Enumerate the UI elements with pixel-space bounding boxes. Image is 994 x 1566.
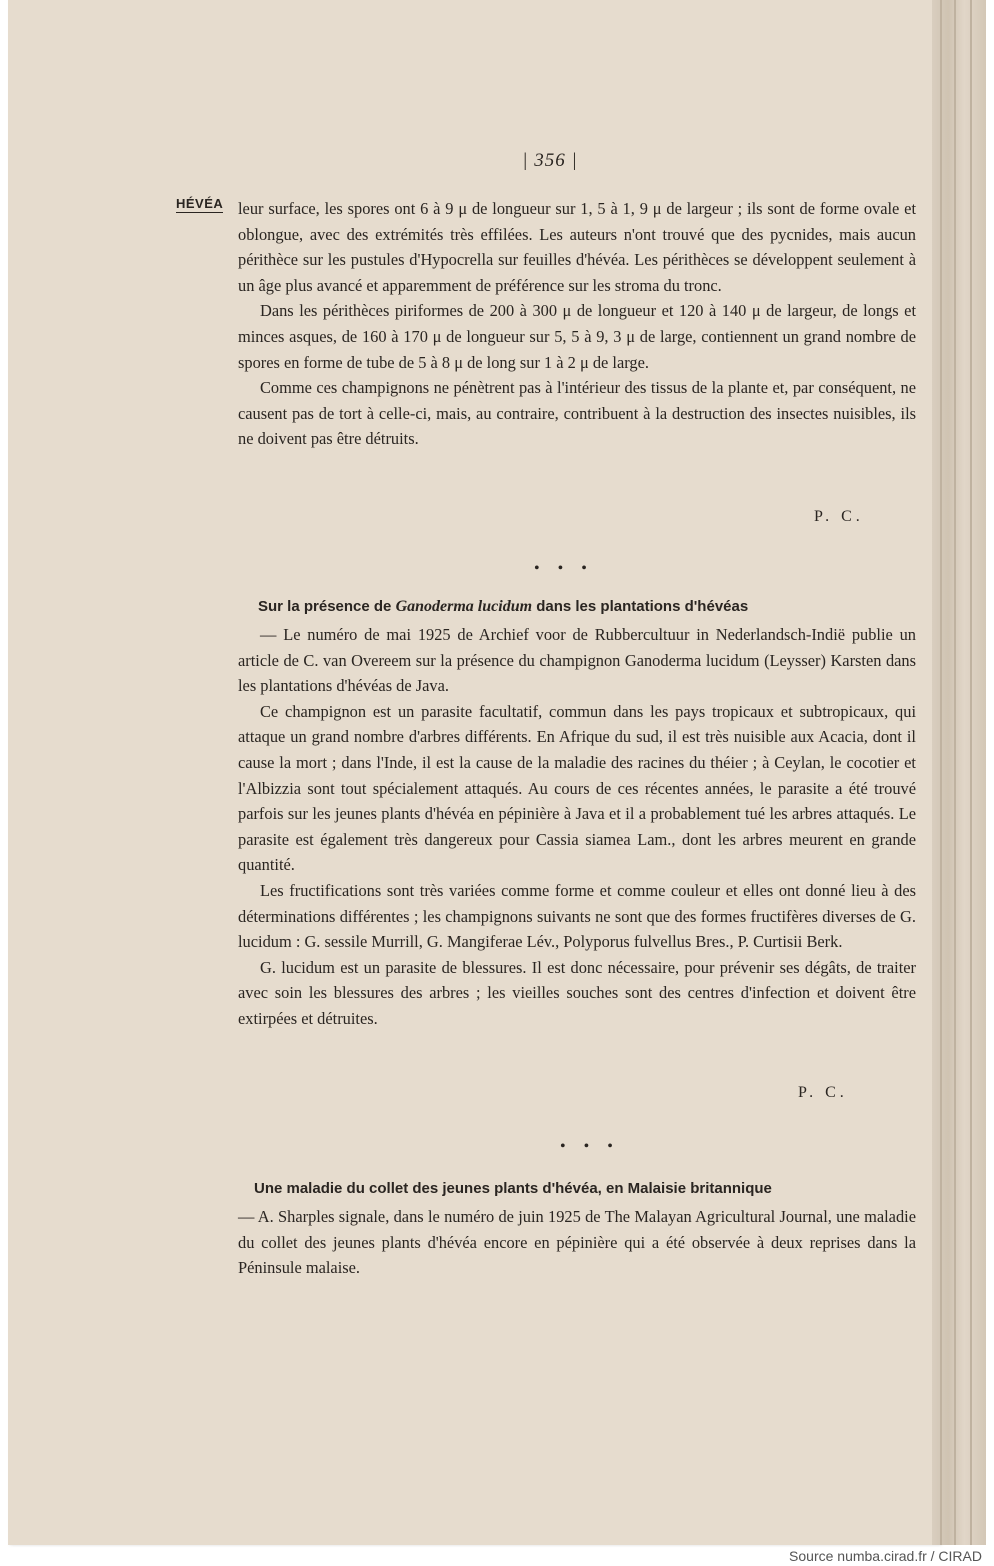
section-3-title: Une maladie du collet des jeunes plants d'hévéa, en Malaisie britannique <box>254 1180 772 1197</box>
section-3-paragraph-1: — A. Sharples signale, dans le numéro de juin 1925 de The Malayan Agricultural Journal, une maladie du collet des jeunes plants d'hévéa encore en pépinière qui a été observée à deux reprises dans la Péninsule malaise. <box>238 1207 916 1278</box>
page-edge-line <box>970 0 972 1545</box>
page-edge-line <box>940 0 942 1545</box>
section-1-paragraph-1: leur surface, les spores ont 6 à 9 μ de longueur sur 1, 5 à 1, 9 μ de largeur ; ils sont de forme ovale et oblongue, avec des extrémités très effilées. Les auteurs n'ont trouvé que des pycnides, mais aucun périthèce sur les pustules d'Hypocrella sur feuilles d'hévéa. Les périthèces se développent seulement à un âge plus avancé et apparemment de préférence sur les stroma du tronc. <box>238 199 916 295</box>
section-2-paragraph-4: G. lucidum est un parasite de blessures. Il est donc nécessaire, pour prévenir ses dégâts, de traiter avec soin les blessures des arbres ; les vieilles souches sont des centres d'infection et doivent être extirpées et détruites. <box>238 957 916 1028</box>
section-2-title-before: Sur la présence de <box>258 598 396 615</box>
section-1 <box>238 196 916 452</box>
source-credit: Source numba.cirad.fr / CIRAD <box>789 1548 982 1564</box>
section-1-paragraph-2: Dans les périthèces piriformes de 200 à 300 μ de longueur et 120 à 140 μ de largeur, de longs et minces asques, de 160 à 170 μ de longueur sur 5, 5 à 9, 3 μ de large, contiennent un grand nombre de spores en forme de tube de 5 à 8 μ de long sur 1 à 2 μ de large. <box>238 301 916 372</box>
section-2-title <box>258 598 748 616</box>
page-edge-line <box>954 0 956 1545</box>
section-2-paragraph-3: Les fructifications sont très variées comme forme et comme couleur et elles ont donné lieu à des déterminations différentes ; les champignons suivants ne sont que des formes fructifères diverses de G. lucidum : G. sessile Murrill, G. Mangiferae Lév., Polyporus fulvellus Bres., P. Curtisii Berk. <box>238 880 916 952</box>
separator-2: • • • <box>560 1138 620 1155</box>
section-1-paragraph-3: Comme ces champignons ne pénètrent pas à l'intérieur des tissus de la plante et, par conséquent, ne causent pas de tort à celle-ci, mais, au contraire, contribuent à la destruction des insectes nuisibles, ils ne doivent pas être détruits. <box>238 378 916 449</box>
margin-tag: HÉVÉA <box>176 196 224 211</box>
section-3 <box>238 1204 916 1281</box>
page-number: | 356 | <box>522 150 578 171</box>
section-2-paragraph-1: — Le numéro de mai 1925 de Archief voor de Rubbercultuur in Nederlandsch-Indië publie un article de C. van Overeem sur la présence du champignon Ganoderma lucidum (Leysser) Karsten dans les plantations d'hévéas de Java. <box>238 625 916 696</box>
section-2-signature: P. C. <box>798 1084 848 1101</box>
section-1-signature: P. C. <box>814 508 864 525</box>
section-2-title-italic: Ganoderma lucidum <box>395 598 533 615</box>
page-edges <box>932 0 986 1545</box>
section-2-title-after: dans les plantations d'hévéas <box>532 598 749 615</box>
section-2 <box>238 622 916 1032</box>
separator-1: • • • <box>534 560 594 577</box>
section-2-paragraph-2: Ce champignon est un parasite facultatif, commun dans les pays tropicaux et subtropicaux, qui attaque un grand nombre d'arbres différents. En Afrique du sud, il est très nuisible aux Acacia, dont il cause la mort ; dans l'Inde, il est la cause de la maladie des racines du théier ; à Ceylan, le cocotier et l'Albizzia sont tout spécialement attaqués. Au cours de ces récentes années, le parasite a été trouvé parfois sur les jeunes plants d'hévéa en pépinière à Java et il a probablement tué les arbres attaqués. Le parasite est également très dangereux pour Cassia siamea Lam., dont les arbres meurent en grande quantité. <box>238 701 916 875</box>
